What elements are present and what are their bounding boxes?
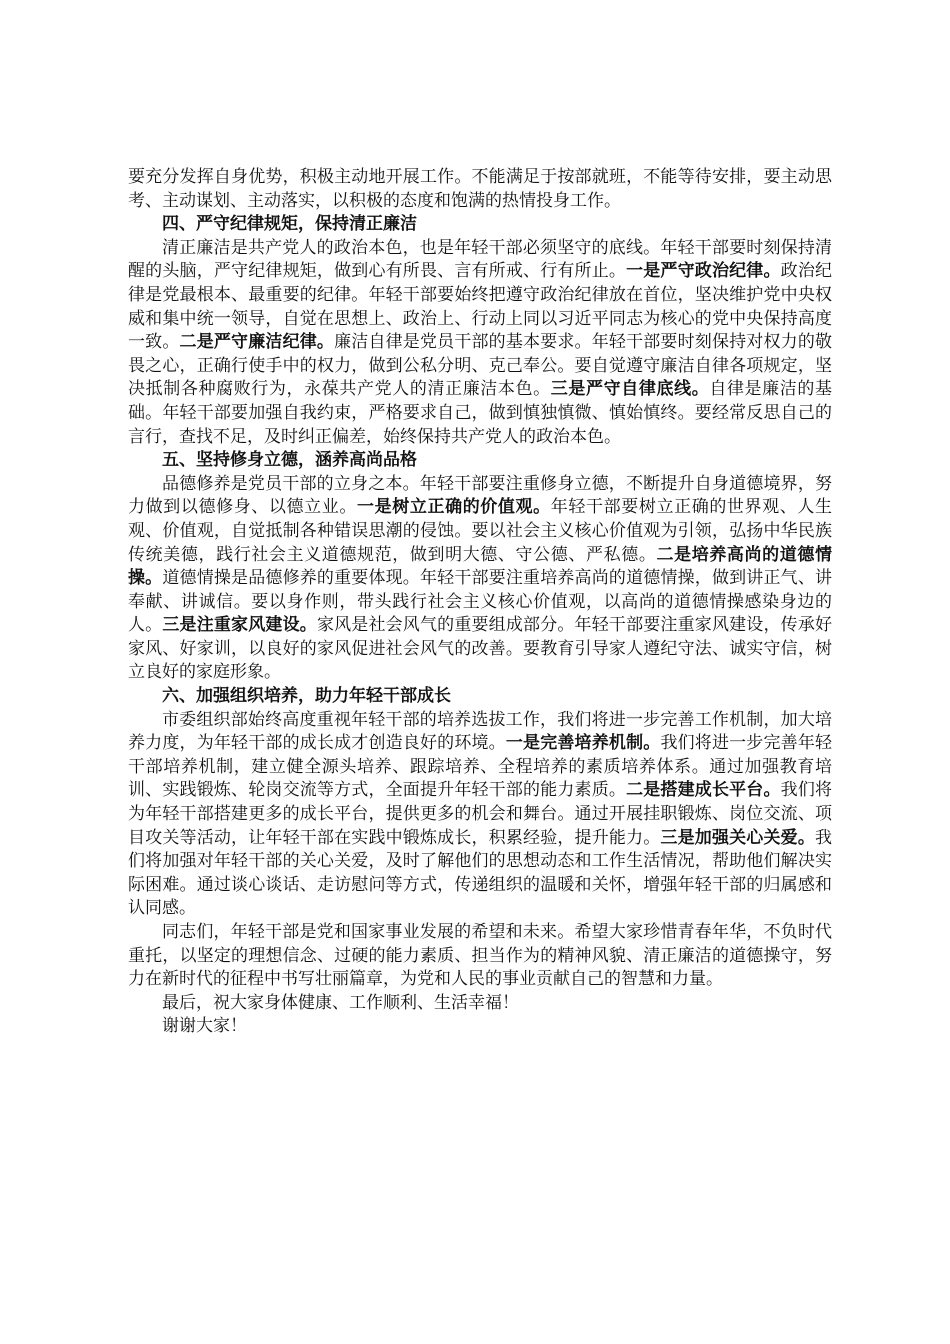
- bold-point-3: 三是加强关心关爱。: [660, 827, 816, 848]
- section-heading-5: 五、坚持修身立德，涵养高尚品格: [162, 450, 417, 471]
- paragraph-closing: 同志们，年轻干部是党和国家事业发展的希望和未来。希望大家珍惜青春年华，不负时代重托，以坚定的理想信念、过硬的能力素质、担当作为的精神风貌、清正廉洁的道德操守，努力在新时代的征程中书写壮丽篇章，为党和人民的事业贡献自己的智慧和力量。: [128, 922, 832, 990]
- paragraph-text: 清正廉洁是共产党人的政治本色，也是年轻干部必须坚守的底线。年轻干部要时刻保持清醒的头脑，严守纪律规矩，做到心有所畏、言有所戒、行有所止。: [128, 237, 832, 282]
- paragraph-discipline: [128, 237, 832, 449]
- bold-point-2: 二是培养高尚的道德情操。: [128, 544, 833, 589]
- paragraph-text: 我们将为年轻干部搭建更多的成长平台，提供更多的机会和舞台。通过开展挂职锻炼、岗位交流、项目攻关等活动，让年轻干部在实践中锻炼成长，积累经验，提升能力。: [128, 780, 833, 848]
- document-page: [128, 166, 832, 1039]
- bold-point-1: 一是完善培养机制。: [505, 733, 661, 754]
- paragraph-wishes: 最后，祝大家身体健康、工作顺利、生活幸福！: [162, 992, 519, 1013]
- paragraph-text: 道德情操是品德修养的重要体现。年轻干部要注重培养高尚的道德情操，做到讲正气、讲奉献、讲诚信。要以身作则，带头践行社会主义核心价值观，以高尚的道德情操感染身边的人。: [128, 568, 833, 636]
- bold-point-3: 三是注重家风建设。: [162, 615, 317, 636]
- section-heading-6: 六、加强组织培养，助力年轻干部成长: [162, 686, 451, 707]
- paragraph-text: 市委组织部始终高度重视年轻干部的培养选拔工作，我们将进一步完善工作机制，加大培养力度，为年轻干部的成长成才创造良好的环境。: [128, 709, 832, 754]
- paragraph-continuation: 要充分发挥自身优势，积极主动地开展工作。不能满足于按部就班，不能等待安排，要主动思考、主动谋划、主动落实，以积极的态度和饱满的热情投身工作。: [128, 167, 832, 211]
- bold-point-2: 二是严守廉洁纪律。: [179, 332, 335, 353]
- paragraph-training: [128, 709, 832, 921]
- paragraph-text: 廉洁自律是党员干部的基本要求。年轻干部要时刻保持对权力的敬畏之心，正确行使手中的权力，做到公私分明、克己奉公。要自觉遵守廉洁自律各项规定，坚决抵制各种腐败行为，永葆共产党人的清正廉洁本色。: [128, 332, 833, 400]
- bold-point-2: 二是搭建成长平台。: [626, 780, 781, 801]
- paragraph-text: 我们将进一步完善年轻干部培养机制，建立健全源头培养、跟踪培养、全程培养的素质培养体系。通过加强教育培训、实践锻炼、轮岗交流等方式，全面提升年轻干部的能力素质。: [128, 733, 833, 801]
- paragraph-text: 我们将加强对年轻干部的关心关爱，及时了解他们的思想动态和工作生活情况，帮助他们解决实际困难。通过谈心谈话、走访慰问等方式，传递组织的温暖和关怀，增强年轻干部的归属感和认同感。: [128, 827, 833, 919]
- bold-point-3: 三是严守自律底线。: [550, 379, 710, 400]
- paragraph-text: 家风是社会风气的重要组成部分。年轻干部要注重家风建设，传承好家风、好家训，以良好的家风促进社会风气的改善。要教育引导家人遵纪守法、诚实守信，树立良好的家庭形象。: [128, 615, 833, 683]
- bold-point-1: 一是严守政治纪律。: [626, 261, 781, 282]
- bold-point-1: 一是树立正确的价值观。: [357, 497, 551, 518]
- paragraph-text: 自律是廉洁的基础。年轻干部要加强自我约束，严格要求自己，做到慎独慎微、慎始慎终。要经常反思自己的言行，查找不足，及时纠正偏差，始终保持共产党人的政治本色。: [128, 379, 833, 447]
- section-heading-4: 四、严守纪律规矩，保持清正廉洁: [162, 214, 417, 235]
- paragraph-thanks: 谢谢大家！: [162, 1016, 247, 1037]
- paragraph-text: 品德修养是党员干部的立身之本。年轻干部要注重修身立德，不断提升自身道德境界，努力做到以德修身、以德立业。: [128, 473, 832, 518]
- paragraph-text: 年轻干部要树立正确的世界观、人生观、价值观，自觉抵制各种错误思潮的侵蚀。要以社会主义核心价值观为引领，弘扬中华民族传统美德，践行社会主义道德规范，做到明大德、守公德、严私德。: [128, 497, 833, 565]
- paragraph-morality: [128, 473, 832, 685]
- paragraph-text: 政治纪律是党最根本、最重要的纪律。年轻干部要始终把遵守政治纪律放在首位，坚决维护党中央权威和集中统一领导，自觉在思想上、政治上、行动上同以习近平同志为核心的党中央保持高度一致。: [128, 261, 833, 353]
